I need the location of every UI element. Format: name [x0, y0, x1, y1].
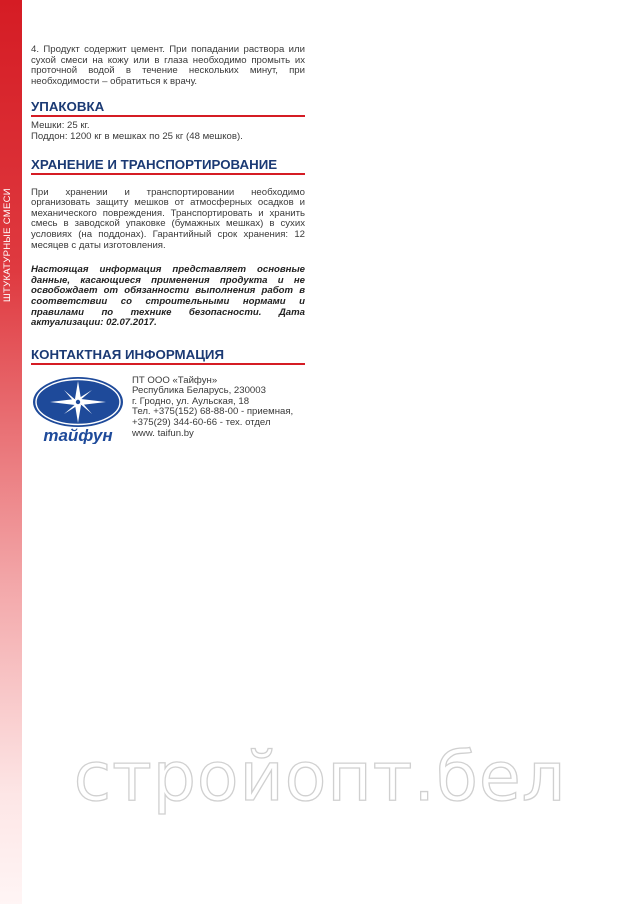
section-side-label: ШТУКАТУРНЫЕ СМЕСИ	[2, 188, 13, 302]
company-name: ПТ ООО «Тайфун»	[132, 374, 218, 386]
logo-wordmark: тайфун	[43, 425, 113, 444]
document-body	[31, 45, 305, 444]
watermark-text: стройопт.бел	[73, 738, 567, 817]
packaging-pallet: Поддон: 1200 кг в мешках по 25 кг (48 мешков).	[31, 130, 243, 142]
watermark	[0, 730, 640, 820]
address-country: Республика Беларусь, 230003	[132, 385, 266, 397]
storage-text: При хранении и транспортировании необходимо организовать защиту мешков от атмосферных осадков и механического повреждения. Транспортировать и хранить смесь в заводской упаковке (бумажных мешках) в сухих условиях (на поддонах). Гарантийный срок хранения: 12 месяцев с даты изготовления.	[31, 186, 305, 251]
contact-heading: КОНТАКТНАЯ ИНФОРМАЦИЯ	[31, 347, 305, 365]
safety-note: 4. Продукт содержит цемент. При попадании раствора или сухой смеси на кожу или в глаза необходимо промыть их проточной водой в течение нескольких минут, при необходимости – обратиться к врачу.	[31, 44, 305, 87]
contact-block	[31, 376, 305, 444]
phone-tech: +375(29) 344-60-66 - тех. отдел	[132, 417, 271, 429]
phone-reception: Тел. +375(152) 68-88-00 - приемная,	[132, 406, 294, 418]
website-link[interactable]: www. taifun.by	[132, 427, 194, 439]
contact-details	[132, 376, 293, 440]
disclaimer-text: Настоящая информация представляет основные данные, касающиеся применения продукта и не освобождает от обязанности выполнения работ в соответствии со строительными нормами и правилами по технике безопасности. Дата актуализации: 02.07.2017.	[31, 264, 305, 329]
taifun-logo	[31, 376, 127, 444]
address-street: г. Гродно, ул. Аульская, 18	[132, 395, 250, 407]
packaging-heading: УПАКОВКА	[31, 99, 305, 117]
packaging-bags: Мешки: 25 кг.	[31, 120, 90, 132]
storage-heading: ХРАНЕНИЕ И ТРАНСПОРТИРОВАНИЕ	[31, 157, 305, 175]
